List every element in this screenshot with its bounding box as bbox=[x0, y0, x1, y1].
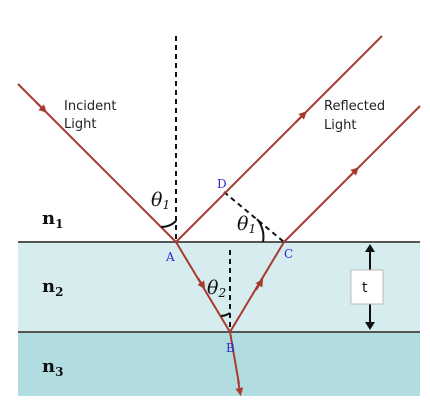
point-B: B bbox=[226, 341, 235, 355]
angle-arc-incident bbox=[161, 221, 176, 227]
substrate-layer bbox=[18, 332, 420, 396]
angle-theta1-wavefront: θ1 bbox=[237, 213, 257, 236]
reflected-ray-2-arrow bbox=[348, 170, 356, 178]
point-C: C bbox=[284, 247, 294, 261]
angle-theta2-refracted: θ2 bbox=[207, 277, 227, 300]
medium-n2: $n_2$ bbox=[42, 276, 64, 299]
point-D: D bbox=[217, 177, 227, 191]
medium-n1: $n_1$ bbox=[42, 208, 64, 231]
incident-label-line1: Incident bbox=[64, 99, 117, 114]
point-A: A bbox=[166, 250, 175, 264]
thickness-label: t bbox=[362, 280, 368, 296]
reflected-ray-1 bbox=[176, 36, 382, 242]
incident-ray-arrow bbox=[36, 102, 44, 110]
incident-label-line2: Light bbox=[64, 117, 97, 132]
reflected-label-line1: Reflected bbox=[324, 99, 386, 114]
angle-arc-wavefront bbox=[257, 219, 263, 242]
reflected-label-line2: Light bbox=[324, 118, 357, 133]
medium-n3: $n_3$ bbox=[42, 356, 64, 379]
reflected-ray-1-arrow bbox=[296, 114, 304, 122]
angle-theta1-incident: θ1 bbox=[151, 189, 171, 212]
